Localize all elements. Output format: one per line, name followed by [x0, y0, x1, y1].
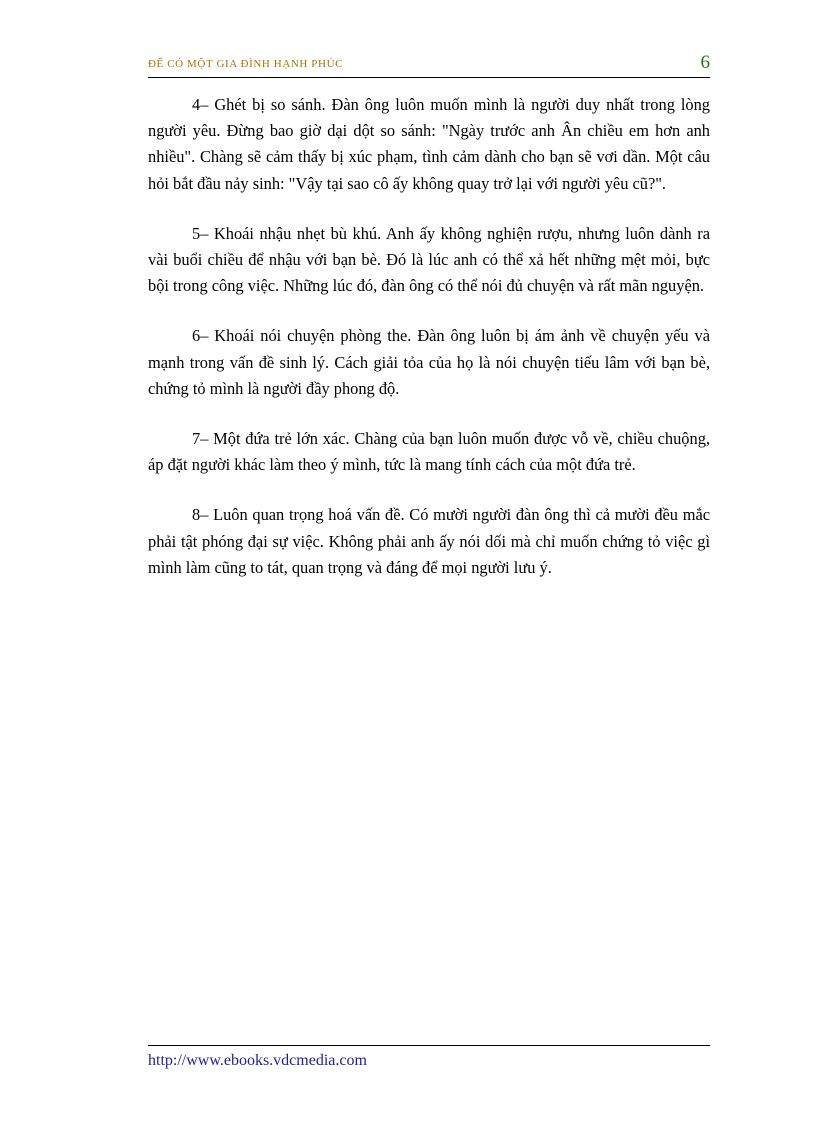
paragraph-7: 7– Một đứa trẻ lớn xác. Chàng của bạn luôn muốn được vỗ về, chiều chuộng, áp đặt người khác làm theo ý mình, tức là mang tính cách của một đứa trẻ. [148, 429, 710, 475]
paragraph-5: 5– Khoái nhậu nhẹt bù khú. Anh ấy không nghiện rượu, nhưng luôn dành ra vài buổi chiều để nhậu với bạn bè. Đó là lúc anh có thể xả hết những mệt mỏi, bực bội trong công việc. Những lúc đó, đàn ông có thể nói đủ chuyện và rất mãn nguyện. [148, 223, 710, 296]
header-divider [148, 77, 710, 78]
running-header-title: ĐỂ CÓ MỘT GIA ĐÌNH HẠNH PHÚC [148, 58, 344, 70]
page-body [148, 92, 710, 605]
paragraph-6: 6– Khoái nói chuyện phòng the. Đàn ông luôn bị ám ảnh về chuyện yếu và mạnh trong vấn đề sinh lý. Cách giải tỏa của họ là nói chuyện tiếu lâm với bạn bè, chứng tỏ mình là người đầy phong độ. [148, 326, 710, 398]
footer-divider [148, 1045, 710, 1046]
paragraph-8: 8– Luôn quan trọng hoá vấn đề. Có mười người đàn ông thì cả mười đều mắc phải tật phóng đại sự việc. Không phải anh ấy nói dối mà chỉ muốn chứng tỏ việc gì mình làm cũng to tát, quan trọng và đáng để mọi người lưu ý. [148, 505, 710, 577]
page-header [148, 52, 710, 76]
footer-website-link[interactable]: http://www.ebooks.vdcmedia.com [148, 1052, 367, 1069]
page-number: 6 [700, 52, 710, 73]
paragraph-4: 4– Ghét bị so sánh. Đàn ông luôn muốn mình là người duy nhất trong lòng người yêu. Đừng bao giờ dại dột so sánh: "Ngày trước anh Ân chiều em hơn anh nhiều". Chàng sẽ cảm thấy bị xúc phạm, tình cảm dành cho bạn sẽ vơi dần. Một câu hỏi bắt đầu nảy sinh: "Vậy tại sao cô ấy không quay trở lại với người yêu cũ?". [148, 95, 710, 193]
